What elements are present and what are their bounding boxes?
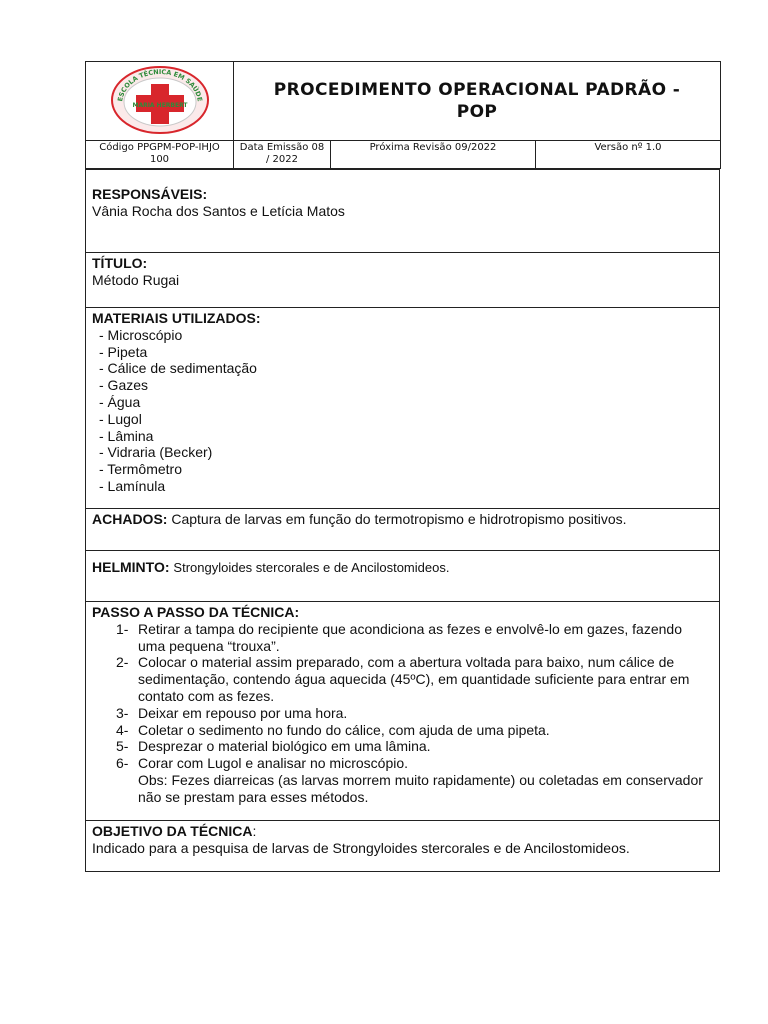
step-number: 1- (116, 620, 129, 637)
step-text: Retirar a tampa do recipiente que acondiciona as fezes e envolvê-lo em gazes, fazendo uma pequena “trouxa”. (138, 620, 682, 654)
versao-cell: Versão nº 1.0 (536, 141, 721, 169)
list-item (92, 621, 713, 655)
materiais-section (86, 308, 720, 509)
body-table (85, 169, 720, 872)
list-item: - Lâmina (99, 427, 154, 444)
list-item: - Lamínula (99, 477, 166, 494)
list-item: - Microscópio (99, 326, 183, 343)
helminto-value: Strongyloides stercorales e de Ancilostomideos. (173, 560, 450, 575)
passos-list (92, 621, 713, 772)
step-number: 6- (116, 755, 129, 772)
objetivo-value: Indicado para a pesquisa de larvas de Strongyloides stercorales e de Ancilostomideos. (92, 839, 630, 856)
achados-label: ACHADOS: (92, 511, 168, 527)
step-number: 3- (116, 704, 129, 721)
achados-value: Captura de larvas em função do termotropismo e hidrotropismo positivos. (171, 511, 627, 527)
list-item: - Vidraria (Becker) (99, 444, 213, 461)
list-item (92, 755, 713, 772)
achados-section (86, 509, 720, 551)
codigo-cell: Código PPGPM-POP-IHJO 100 (86, 141, 234, 169)
svg-text:MARIA HERBERT: MARIA HERBERT (131, 101, 188, 109)
helminto-label: HELMINTO: (92, 559, 170, 575)
objetivo-colon: : (252, 823, 257, 839)
step-text: Deixar em repouso por uma hora. (138, 704, 348, 721)
list-item: - Lugol (99, 410, 142, 427)
list-item (92, 654, 713, 704)
list-item: - Cálice de sedimentação (99, 360, 257, 377)
svg-text:ESCOLA TÉCNICA EM SAÚDE: ESCOLA TÉCNICA EM SAÚDE (115, 67, 204, 102)
list-item: - Termômetro (99, 461, 182, 478)
materiais-label: MATERIAIS UTILIZADOS: (92, 310, 261, 326)
list-item: - Água (99, 393, 141, 410)
responsaveis-value: Vânia Rocha dos Santos e Letícia Matos (92, 202, 345, 219)
list-item (92, 722, 713, 739)
header-table (85, 61, 721, 169)
list-item: - Pipeta (99, 343, 148, 360)
list-item (92, 738, 713, 755)
helminto-section (86, 551, 720, 602)
school-logo (108, 64, 212, 139)
step-number: 4- (116, 721, 129, 738)
step-text: Desprezar o material biológico em uma lâmina. (138, 738, 431, 755)
observacao-note: Obs: Fezes diarreicas (as larvas morrem muito rapidamente) ou coletadas em conservador não se prestam para esses métodos. (138, 771, 703, 805)
list-item: - Gazes (99, 377, 149, 394)
step-number: 5- (116, 738, 129, 755)
step-number: 2- (116, 654, 129, 671)
objetivo-label: OBJETIVO DA TÉCNICA (92, 823, 253, 839)
responsaveis-section (86, 170, 720, 253)
passos-label: PASSO A PASSO DA TÉCNICA: (92, 604, 300, 620)
materiais-list (92, 327, 713, 495)
titulo-label: TÍTULO: (92, 255, 148, 271)
proxima-revisao-cell: Próxima Revisão 09/2022 (331, 141, 536, 169)
document-title: PROCEDIMENTO OPERACIONAL PADRÃO - POP (234, 62, 721, 141)
passos-section (86, 602, 720, 821)
logo-cell (86, 62, 234, 141)
step-text: Colocar o material assim preparado, com a abertura voltada para baixo, num cálice de sedimentação, contendo água aquecida (45ºC), em quantidade suficiente para entrar em contato com as fezes. (138, 654, 690, 704)
step-text: Coletar o sedimento no fundo do cálice, com ajuda de uma pipeta. (138, 721, 550, 738)
pop-document (85, 61, 720, 872)
data-emissao-cell: Data Emissão 08 / 2022 (234, 141, 331, 169)
titulo-value: Método Rugai (92, 271, 180, 288)
step-text: Corar com Lugol e analisar no microscópio. (138, 755, 409, 772)
responsaveis-label: RESPONSÁVEIS: (92, 186, 208, 202)
titulo-section (86, 253, 720, 308)
list-item (92, 705, 713, 722)
objetivo-section (86, 821, 720, 872)
